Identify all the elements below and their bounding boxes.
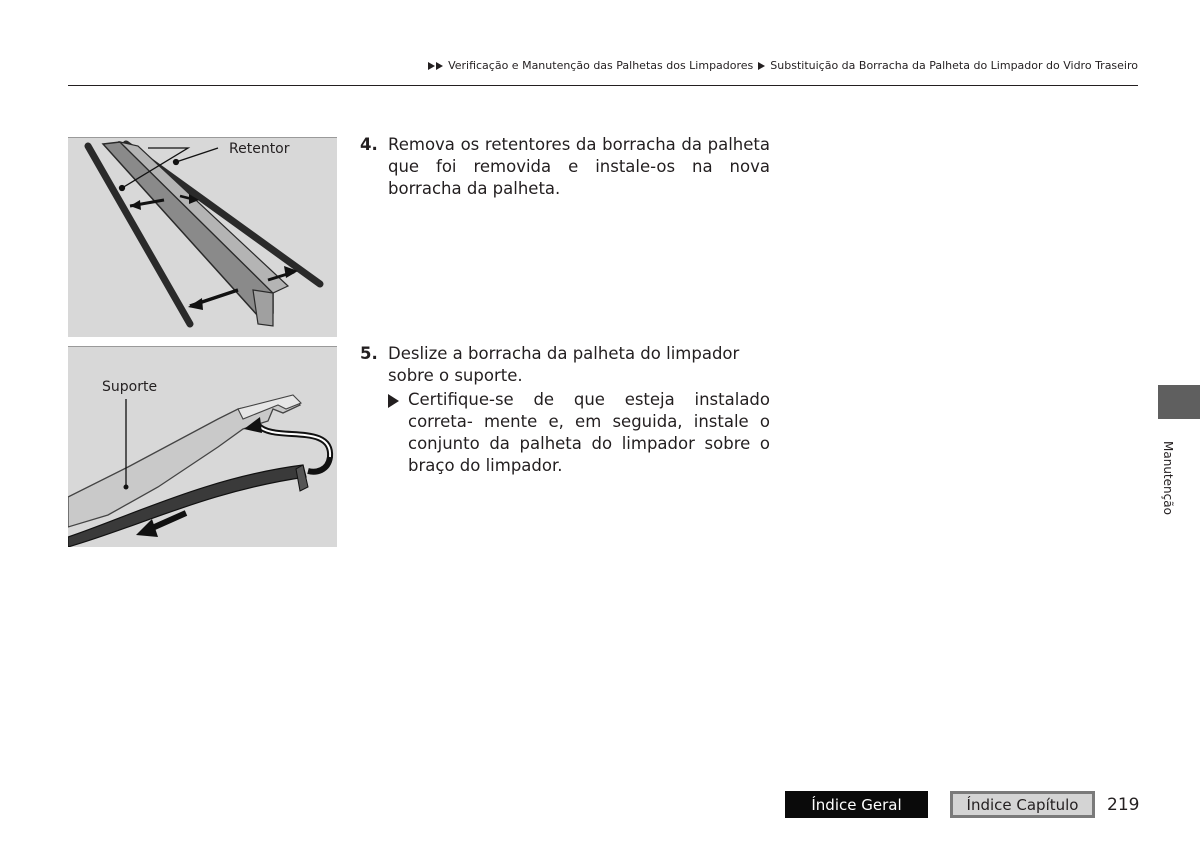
step-number: 4. <box>360 135 378 154</box>
substep-text: Certifique-se de que esteja instalado correta- mente e, em seguida, instale o conjunto da palheta do limpador sobre o braço do limpador. <box>408 390 770 475</box>
figure-label-suporte: Suporte <box>102 379 158 395</box>
figure-retentor <box>68 137 337 337</box>
chapter-tab[interactable] <box>1158 385 1200 419</box>
step-text: Deslize a borracha da palheta do limpador sobre o suporte. <box>388 344 740 385</box>
figure-label-retentor: Retentor <box>229 141 290 157</box>
wiper-support-illustration <box>68 347 337 547</box>
substep-5 <box>388 389 770 477</box>
breadcrumb <box>428 59 1138 72</box>
indice-geral-button[interactable]: Índice Geral <box>785 791 928 818</box>
indice-capitulo-label: Índice Capítulo <box>953 794 1092 815</box>
step-4 <box>360 134 770 200</box>
breadcrumb-item-1[interactable]: Verificação e Manutenção das Palhetas dos Limpadores <box>448 59 754 72</box>
header-rule <box>68 85 1138 86</box>
figure-suporte <box>68 346 337 547</box>
arrow-icon <box>436 62 443 70</box>
step-number: 5. <box>360 344 378 363</box>
step-text: Remova os retentores da borracha da palheta que foi removida e instale-os na nova borracha da palheta. <box>388 135 770 198</box>
breadcrumb-item-2: Substituição da Borracha da Palheta do Limpador do Vidro Traseiro <box>770 59 1138 72</box>
chapter-label: Manutenção <box>1161 441 1175 515</box>
wiper-rubber-illustration <box>68 138 337 337</box>
arrow-icon <box>388 394 399 408</box>
step-5 <box>360 343 770 387</box>
arrow-icon <box>758 62 765 70</box>
indice-capitulo-button[interactable] <box>950 791 1095 818</box>
page-number: 219 <box>1107 795 1140 815</box>
arrow-icon <box>428 62 435 70</box>
